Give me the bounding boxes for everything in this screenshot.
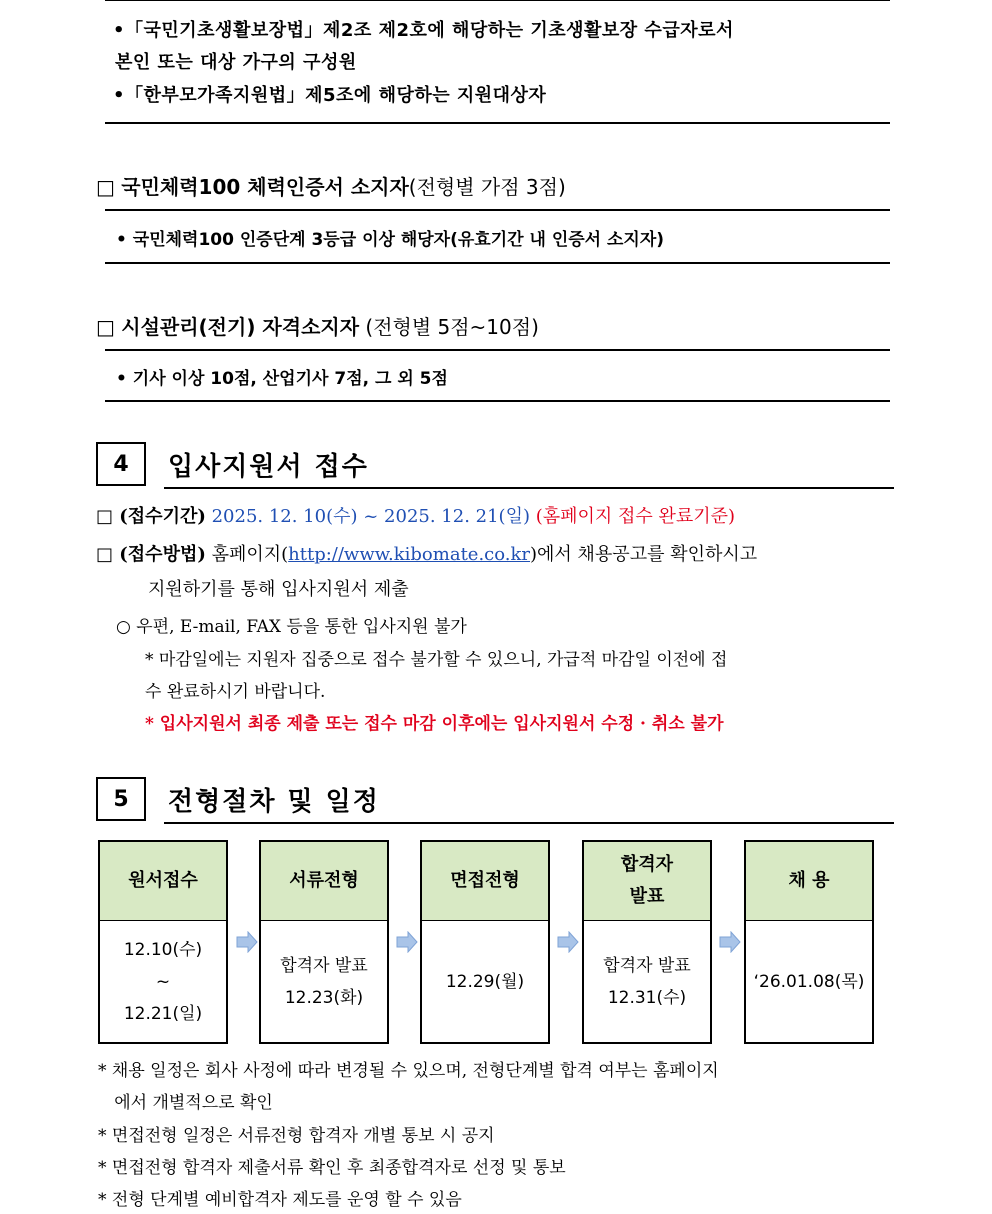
section-title-schedule: 전형절차 및 일정 [168,787,380,817]
deadline-note-line-2: 수 완료하시기 바랍니다. [145,682,326,702]
schedule-note-3: * 면접전형 합격자 제출서류 확인 후 최종합격자로 선정 및 통보 [98,1158,566,1178]
checkbox-icon: □ [96,175,115,199]
arrow-right-icon [557,931,579,953]
section-number-5: 5 [96,777,146,821]
cert-item-fitness: • 국민체력100 인증단계 3등급 이상 해당자(유효기간 내 인증서 소지자) [116,230,665,250]
eligibility-line-1: •「국민기초생활보장법」제2조 제2호에 해당하는 기초생활보장 수급자로서 [113,20,734,41]
stage-detail: 합격자 발표 12.23(화) [280,956,368,1008]
cert-heading-electric [96,311,539,340]
stage-detail: 12.29(월) [445,972,525,992]
stage-detail: 12.10(수) ~ 12.21(일) [123,940,203,1024]
homepage-link[interactable]: http://www.kibomate.co.kr [288,544,531,565]
deadline-note-line-1: * 마감일에는 지원자 집중으로 접수 불가할 수 있으니, 가급적 마감일 이전에 접 [145,650,728,670]
arrow-right-icon [396,931,418,953]
cert-item-electric: • 기사 이상 10점, 산업기사 7점, 그 외 5점 [116,369,448,389]
schedule-note-2: * 면접전형 일정은 서류전형 합격자 개별 통보 시 공지 [98,1126,495,1146]
cert-heading-fitness [96,171,566,200]
stage-interview [420,840,550,1044]
stage-final-announcement [582,840,712,1044]
method-label: □ (접수방법) [96,544,206,565]
period-label: □ (접수기간) [96,506,206,527]
cert-title: 국민체력100 체력인증서 소지자 [121,175,409,199]
stage-document-screening [259,840,389,1044]
application-method [96,540,757,566]
method-suffix: )에서 채용공고를 확인하시고 [530,544,758,565]
checkbox-icon: □ [96,315,115,339]
eligibility-line-3: •「한부모가족지원법」제5조에 해당하는 지원대상자 [113,85,547,106]
final-submission-warning: * 입사지원서 최종 제출 또는 접수 마감 이후에는 입사지원서 수정 · 취소 불가 [145,714,724,734]
cert-points: (전형별 가점 3점) [408,175,566,199]
arrow-right-icon [236,931,258,953]
section-title-application: 입사지원서 접수 [168,452,369,482]
arrow-right-icon [719,931,741,953]
stage-name: 면접전형 [422,842,548,921]
cert-points: (전형별 5점~10점) [359,315,539,339]
stage-detail: 합격자 발표 12.31(수) [603,956,691,1008]
period-note: (홈페이지 접수 완료기준) [529,506,736,527]
stage-application [98,840,228,1044]
schedule-note-1: * 채용 일정은 회사 사정에 따라 변경될 수 있으며, 전형단계별 합격 여부는 홈페이지 [98,1061,719,1081]
schedule-note-1-cont: 에서 개별적으로 확인 [98,1093,273,1113]
stage-name: 채 용 [746,842,872,921]
stage-hiring [744,840,874,1044]
cert-title: 시설관리(전기) 자격소지자 [121,315,360,339]
schedule-note-4: * 전형 단계별 예비합격자 제도를 운영 할 수 있음 [98,1190,462,1210]
method-prefix: 홈페이지( [205,544,289,565]
stage-name: 서류전형 [261,842,387,921]
stage-detail: ‘26.01.08(목) [753,972,865,992]
method-line-2: 지원하기를 통해 입사지원서 제출 [148,579,409,600]
application-period [96,502,735,528]
stage-name: 원서접수 [100,842,226,921]
section-number-4: 4 [96,442,146,486]
no-mail-note: ○ 우편, E-mail, FAX 등을 통한 입사지원 불가 [116,617,467,637]
eligibility-line-2: 본인 또는 대상 가구의 구성원 [115,52,357,73]
period-value: 2025. 12. 10(수) ~ 2025. 12. 21(일) [205,506,530,527]
stage-name: 합격자 발표 [584,842,710,921]
